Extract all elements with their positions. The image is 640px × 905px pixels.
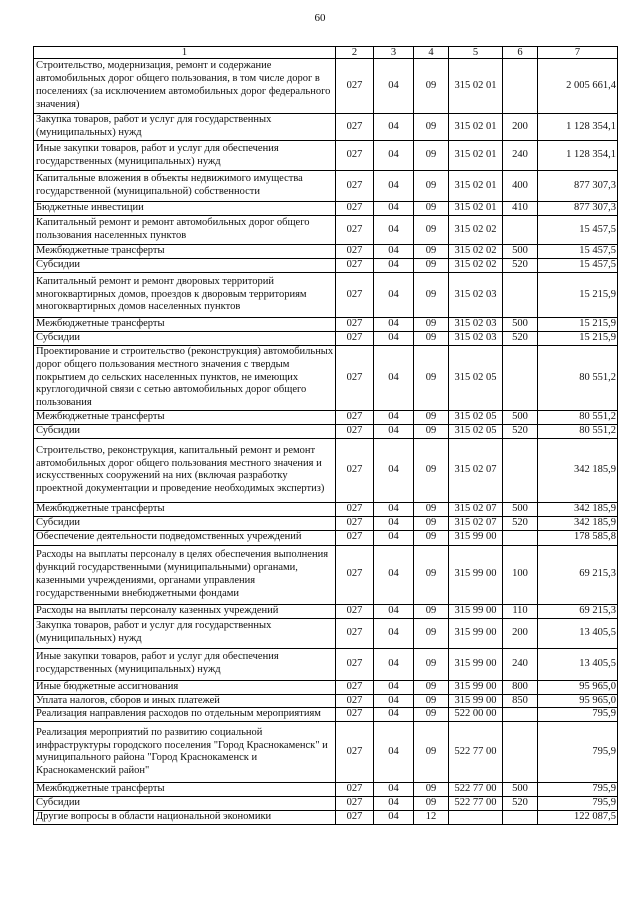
ministry-code: 027 <box>336 273 374 318</box>
target-article-code: 315 02 01 <box>449 202 503 216</box>
target-article-code: 315 99 00 <box>449 545 503 604</box>
expense-type-code: 520 <box>503 332 538 346</box>
expense-type-code <box>503 811 538 825</box>
budget-table <box>33 46 618 825</box>
section-code: 04 <box>374 171 414 202</box>
column-number-header: 6 <box>503 47 538 59</box>
amount: 795,9 <box>538 708 618 722</box>
ministry-code: 027 <box>336 694 374 708</box>
target-article-code: 522 77 00 <box>449 722 503 783</box>
table-row <box>34 114 618 141</box>
expense-type-code: 520 <box>503 516 538 530</box>
column-number-header: 2 <box>336 47 374 59</box>
ministry-code: 027 <box>336 811 374 825</box>
subsection-code: 09 <box>414 694 449 708</box>
table-row <box>34 245 618 259</box>
target-article-code: 315 02 02 <box>449 259 503 273</box>
page-number: 60 <box>314 12 326 24</box>
row-label: Капитальные вложения в объекты недвижимого имущества государственной (муниципальной) собственности <box>34 171 336 202</box>
section-code: 04 <box>374 648 414 680</box>
amount: 1 128 354,1 <box>538 141 618 171</box>
subsection-code: 12 <box>414 811 449 825</box>
amount: 13 405,5 <box>538 618 618 648</box>
subsection-code: 09 <box>414 530 449 545</box>
subsection-code: 09 <box>414 216 449 245</box>
row-label: Иные закупки товаров, работ и услуг для обеспечения государственных (муниципальных) нужд <box>34 648 336 680</box>
section-code: 04 <box>374 680 414 694</box>
section-code: 04 <box>374 604 414 618</box>
amount: 69 215,3 <box>538 545 618 604</box>
section-code: 04 <box>374 114 414 141</box>
row-label: Расходы на выплаты персоналу в целях обеспечения выполнения функций государственными (муниципальными) органами, казенными учреждениями, органами управления государственными внебюджетными фондами <box>34 545 336 604</box>
table-body <box>34 59 618 825</box>
ministry-code: 027 <box>336 604 374 618</box>
target-article-code: 315 99 00 <box>449 680 503 694</box>
row-label: Строительство, модернизация, ремонт и содержание автомобильных дорог общего пользования, в том числе дорог в поселениях (за исключением автомобильных дорог федерального значения) <box>34 59 336 114</box>
ministry-code: 027 <box>336 516 374 530</box>
ministry-code: 027 <box>336 259 374 273</box>
section-code: 04 <box>374 202 414 216</box>
row-label: Уплата налогов, сборов и иных платежей <box>34 694 336 708</box>
section-code: 04 <box>374 783 414 797</box>
target-article-code: 315 02 05 <box>449 346 503 411</box>
row-label: Межбюджетные трансферты <box>34 783 336 797</box>
target-article-code: 315 02 01 <box>449 114 503 141</box>
amount: 342 185,9 <box>538 516 618 530</box>
section-code: 04 <box>374 318 414 332</box>
expense-type-code <box>503 438 538 502</box>
target-article-code: 315 99 00 <box>449 530 503 545</box>
table-row <box>34 722 618 783</box>
target-article-code: 315 02 03 <box>449 332 503 346</box>
subsection-code: 09 <box>414 545 449 604</box>
amount: 15 457,5 <box>538 245 618 259</box>
amount: 80 551,2 <box>538 410 618 424</box>
expense-type-code <box>503 722 538 783</box>
amount: 69 215,3 <box>538 604 618 618</box>
section-code: 04 <box>374 438 414 502</box>
ministry-code: 027 <box>336 708 374 722</box>
ministry-code: 027 <box>336 545 374 604</box>
expense-type-code <box>503 346 538 411</box>
amount: 80 551,2 <box>538 346 618 411</box>
amount: 15 215,9 <box>538 332 618 346</box>
target-article-code: 315 99 00 <box>449 694 503 708</box>
ministry-code: 027 <box>336 171 374 202</box>
ministry-code: 027 <box>336 318 374 332</box>
expense-type-code: 520 <box>503 424 538 438</box>
table-row <box>34 648 618 680</box>
row-label: Субсидии <box>34 797 336 811</box>
target-article-code: 315 02 07 <box>449 438 503 502</box>
amount: 13 405,5 <box>538 648 618 680</box>
row-label: Межбюджетные трансферты <box>34 245 336 259</box>
expense-type-code: 100 <box>503 545 538 604</box>
table-row <box>34 424 618 438</box>
ministry-code: 027 <box>336 245 374 259</box>
row-label: Строительство, реконструкция, капитальный ремонт и ремонт автомобильных дорог общего пользования местного значения и искусственных сооружений на них (включая разработку проектной документации и проведение необходимых экспертиз) <box>34 438 336 502</box>
expense-type-code: 850 <box>503 694 538 708</box>
column-number-header: 5 <box>449 47 503 59</box>
table-row <box>34 502 618 516</box>
table-row <box>34 346 618 411</box>
expense-type-code: 500 <box>503 245 538 259</box>
amount: 342 185,9 <box>538 438 618 502</box>
expense-type-code <box>503 708 538 722</box>
section-code: 04 <box>374 708 414 722</box>
amount: 877 307,3 <box>538 202 618 216</box>
table-row <box>34 516 618 530</box>
section-code: 04 <box>374 216 414 245</box>
section-code: 04 <box>374 530 414 545</box>
expense-type-code <box>503 273 538 318</box>
section-code: 04 <box>374 273 414 318</box>
ministry-code: 027 <box>336 783 374 797</box>
row-label: Межбюджетные трансферты <box>34 318 336 332</box>
table-row <box>34 618 618 648</box>
table-row <box>34 438 618 502</box>
header-row <box>34 47 618 59</box>
section-code: 04 <box>374 410 414 424</box>
subsection-code: 09 <box>414 410 449 424</box>
target-article-code: 522 77 00 <box>449 797 503 811</box>
amount: 877 307,3 <box>538 171 618 202</box>
table-header <box>34 47 618 59</box>
section-code: 04 <box>374 346 414 411</box>
amount: 95 965,0 <box>538 680 618 694</box>
ministry-code: 027 <box>336 114 374 141</box>
subsection-code: 09 <box>414 141 449 171</box>
subsection-code: 09 <box>414 202 449 216</box>
table-row <box>34 171 618 202</box>
amount: 95 965,0 <box>538 694 618 708</box>
subsection-code: 09 <box>414 516 449 530</box>
subsection-code: 09 <box>414 245 449 259</box>
table-row <box>34 811 618 825</box>
amount: 1 128 354,1 <box>538 114 618 141</box>
expense-type-code: 500 <box>503 783 538 797</box>
row-label: Закупка товаров, работ и услуг для государственных (муниципальных) нужд <box>34 618 336 648</box>
subsection-code: 09 <box>414 171 449 202</box>
subsection-code: 09 <box>414 424 449 438</box>
section-code: 04 <box>374 545 414 604</box>
expense-type-code: 800 <box>503 680 538 694</box>
target-article-code: 315 99 00 <box>449 604 503 618</box>
subsection-code: 09 <box>414 680 449 694</box>
amount: 178 585,8 <box>538 530 618 545</box>
target-article-code: 315 02 02 <box>449 216 503 245</box>
amount: 15 215,9 <box>538 318 618 332</box>
subsection-code: 09 <box>414 648 449 680</box>
amount: 15 457,5 <box>538 259 618 273</box>
row-label: Межбюджетные трансферты <box>34 502 336 516</box>
amount: 795,9 <box>538 797 618 811</box>
table-row <box>34 530 618 545</box>
ministry-code: 027 <box>336 216 374 245</box>
amount: 15 215,9 <box>538 273 618 318</box>
target-article-code: 315 02 01 <box>449 171 503 202</box>
section-code: 04 <box>374 141 414 171</box>
section-code: 04 <box>374 811 414 825</box>
amount: 80 551,2 <box>538 424 618 438</box>
amount: 795,9 <box>538 722 618 783</box>
section-code: 04 <box>374 424 414 438</box>
section-code: 04 <box>374 59 414 114</box>
subsection-code: 09 <box>414 318 449 332</box>
expense-type-code: 500 <box>503 318 538 332</box>
ministry-code: 027 <box>336 424 374 438</box>
ministry-code: 027 <box>336 502 374 516</box>
column-number-header: 1 <box>34 47 336 59</box>
target-article-code: 315 02 03 <box>449 273 503 318</box>
row-label: Межбюджетные трансферты <box>34 410 336 424</box>
row-label: Расходы на выплаты персоналу казенных учреждений <box>34 604 336 618</box>
table-row <box>34 708 618 722</box>
target-article-code: 315 02 03 <box>449 318 503 332</box>
ministry-code: 027 <box>336 346 374 411</box>
expense-type-code <box>503 59 538 114</box>
expense-type-code: 410 <box>503 202 538 216</box>
row-label: Реализация направления расходов по отдельным мероприятиям <box>34 708 336 722</box>
table-row <box>34 680 618 694</box>
amount: 342 185,9 <box>538 502 618 516</box>
subsection-code: 09 <box>414 604 449 618</box>
target-article-code: 522 00 00 <box>449 708 503 722</box>
expense-type-code: 500 <box>503 502 538 516</box>
target-article-code: 315 02 07 <box>449 502 503 516</box>
subsection-code: 09 <box>414 438 449 502</box>
row-label: Иные бюджетные ассигнования <box>34 680 336 694</box>
expense-type-code: 240 <box>503 141 538 171</box>
ministry-code: 027 <box>336 648 374 680</box>
section-code: 04 <box>374 332 414 346</box>
row-label: Субсидии <box>34 332 336 346</box>
ministry-code: 027 <box>336 332 374 346</box>
row-label: Другие вопросы в области национальной экономики <box>34 811 336 825</box>
row-label: Обеспечение деятельности подведомственных учреждений <box>34 530 336 545</box>
ministry-code: 027 <box>336 680 374 694</box>
section-code: 04 <box>374 516 414 530</box>
amount: 2 005 661,4 <box>538 59 618 114</box>
section-code: 04 <box>374 618 414 648</box>
section-code: 04 <box>374 722 414 783</box>
table-row <box>34 797 618 811</box>
subsection-code: 09 <box>414 346 449 411</box>
ministry-code: 027 <box>336 530 374 545</box>
ministry-code: 027 <box>336 618 374 648</box>
row-label: Субсидии <box>34 424 336 438</box>
section-code: 04 <box>374 694 414 708</box>
row-label: Капитальный ремонт и ремонт дворовых территорий многоквартирных домов, проездов к дворовым территориям многоквартирных домов населенных пунктов <box>34 273 336 318</box>
target-article-code: 315 02 05 <box>449 424 503 438</box>
expense-type-code: 520 <box>503 259 538 273</box>
target-article-code: 522 77 00 <box>449 783 503 797</box>
target-article-code: 315 99 00 <box>449 648 503 680</box>
table-row <box>34 216 618 245</box>
table-row <box>34 318 618 332</box>
subsection-code: 09 <box>414 259 449 273</box>
table-row <box>34 59 618 114</box>
table-row <box>34 410 618 424</box>
ministry-code: 027 <box>336 202 374 216</box>
subsection-code: 09 <box>414 797 449 811</box>
subsection-code: 09 <box>414 114 449 141</box>
section-code: 04 <box>374 245 414 259</box>
column-number-header: 3 <box>374 47 414 59</box>
expense-type-code: 110 <box>503 604 538 618</box>
row-label: Субсидии <box>34 259 336 273</box>
ministry-code: 027 <box>336 141 374 171</box>
expense-type-code: 400 <box>503 171 538 202</box>
target-article-code: 315 02 01 <box>449 59 503 114</box>
target-article-code: 315 99 00 <box>449 618 503 648</box>
row-label: Капитальный ремонт и ремонт автомобильных дорог общего пользования населенных пунктов <box>34 216 336 245</box>
amount: 122 087,5 <box>538 811 618 825</box>
table-row <box>34 604 618 618</box>
table-row <box>34 783 618 797</box>
expense-type-code <box>503 530 538 545</box>
row-label: Бюджетные инвестиции <box>34 202 336 216</box>
target-article-code: 315 02 02 <box>449 245 503 259</box>
table-row <box>34 202 618 216</box>
subsection-code: 09 <box>414 59 449 114</box>
expense-type-code <box>503 216 538 245</box>
amount: 15 457,5 <box>538 216 618 245</box>
section-code: 04 <box>374 259 414 273</box>
subsection-code: 09 <box>414 502 449 516</box>
subsection-code: 09 <box>414 708 449 722</box>
expense-type-code: 200 <box>503 618 538 648</box>
expense-type-code: 500 <box>503 410 538 424</box>
row-label: Закупка товаров, работ и услуг для государственных (муниципальных) нужд <box>34 114 336 141</box>
row-label: Проектирование и строительство (реконструкция) автомобильных дорог общего пользования местного значения с твердым покрытием до сельских населенных пунктов, не имеющих круглогодичной связи с сетью автомобильных дорог общего пользования <box>34 346 336 411</box>
row-label: Субсидии <box>34 516 336 530</box>
table-row <box>34 273 618 318</box>
expense-type-code: 200 <box>503 114 538 141</box>
subsection-code: 09 <box>414 722 449 783</box>
section-code: 04 <box>374 502 414 516</box>
ministry-code: 027 <box>336 59 374 114</box>
column-number-header: 7 <box>538 47 618 59</box>
row-label: Реализация мероприятий по развитию социальной инфраструктуры городского поселения "Город Краснокаменск" и муниципального района "Город Краснокаменск и Краснокаменский район" <box>34 722 336 783</box>
ministry-code: 027 <box>336 438 374 502</box>
section-code: 04 <box>374 797 414 811</box>
subsection-code: 09 <box>414 783 449 797</box>
subsection-code: 09 <box>414 332 449 346</box>
target-article-code: 315 02 07 <box>449 516 503 530</box>
expense-type-code: 240 <box>503 648 538 680</box>
table-row <box>34 545 618 604</box>
table-row <box>34 694 618 708</box>
subsection-code: 09 <box>414 273 449 318</box>
subsection-code: 09 <box>414 618 449 648</box>
row-label: Иные закупки товаров, работ и услуг для обеспечения государственных (муниципальных) нужд <box>34 141 336 171</box>
target-article-code: 315 02 01 <box>449 141 503 171</box>
table-row <box>34 332 618 346</box>
column-number-header: 4 <box>414 47 449 59</box>
table-row <box>34 141 618 171</box>
expense-type-code: 520 <box>503 797 538 811</box>
ministry-code: 027 <box>336 410 374 424</box>
target-article-code <box>449 811 503 825</box>
amount: 795,9 <box>538 783 618 797</box>
ministry-code: 027 <box>336 722 374 783</box>
table-row <box>34 259 618 273</box>
ministry-code: 027 <box>336 797 374 811</box>
target-article-code: 315 02 05 <box>449 410 503 424</box>
